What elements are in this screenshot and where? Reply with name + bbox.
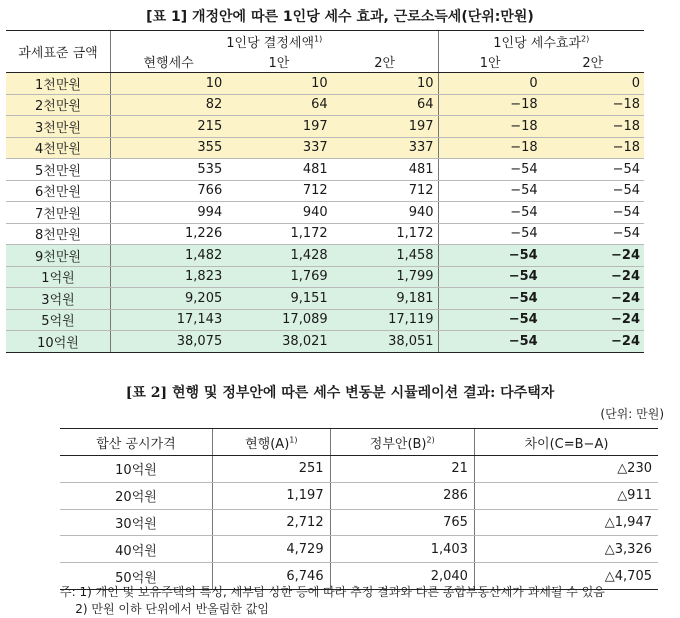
table2-title: [표 2] 현행 및 정부안에 따른 세수 변동분 시뮬레이션 결과: 다주택자	[125, 385, 555, 401]
table1-row	[6, 309, 644, 331]
cell-value: 38,021	[226, 331, 331, 353]
t2-header: 차이(C=B−A)	[474, 429, 658, 456]
row-label: 6천만원	[6, 180, 111, 202]
cell-value: 4,729	[213, 536, 331, 563]
group2-header: 1인당 세수효과$^{2)}$	[438, 31, 644, 52]
cell-value: 251	[213, 456, 331, 483]
row-label: 50억원	[60, 563, 213, 590]
cell-value: 1,482	[111, 245, 227, 267]
sub-header: 현행세수	[111, 52, 227, 73]
cell-value: 1,769	[226, 266, 331, 288]
cell-value: 38,075	[111, 331, 227, 353]
cell-value: −24	[542, 331, 644, 353]
row-label: 2천만원	[6, 94, 111, 116]
cell-value: −54	[542, 159, 644, 181]
table1-row	[6, 137, 644, 159]
cell-value: 1,428	[226, 245, 331, 267]
table1-row	[6, 73, 644, 95]
cell-value: −54	[438, 266, 542, 288]
row-label: 5억원	[6, 309, 111, 331]
cell-value: −18	[542, 137, 644, 159]
sub-header: 2안	[332, 52, 438, 73]
table2-row	[60, 509, 658, 536]
cell-value: −54	[542, 202, 644, 224]
table2	[60, 428, 658, 590]
cell-value: 712	[332, 180, 438, 202]
row-label: 10억원	[60, 456, 213, 483]
row-label: 3천만원	[6, 116, 111, 138]
table1-row	[6, 266, 644, 288]
table1-row	[6, 331, 644, 353]
table1-row	[6, 159, 644, 181]
cell-value: 1,226	[111, 223, 227, 245]
table2-row	[60, 482, 658, 509]
cell-value: 1,799	[332, 266, 438, 288]
cell-value: △4,705	[474, 563, 658, 590]
table1-title: [표 1] 개정안에 따른 1인당 세수 효과, 근로소득세(단위:만원)	[146, 9, 534, 25]
cell-value: 940	[332, 202, 438, 224]
t2-header: 현행$(A)^{1)}$	[213, 429, 331, 456]
cell-value: −54	[542, 180, 644, 202]
cell-value: 64	[226, 94, 331, 116]
cell-value: −54	[438, 223, 542, 245]
cell-value: 1,458	[332, 245, 438, 267]
cell-value: −18	[542, 94, 644, 116]
cell-value: −54	[438, 180, 542, 202]
cell-value: −24	[542, 266, 644, 288]
cell-value: 10	[111, 73, 227, 95]
cell-value: 38,051	[332, 331, 438, 353]
cell-value: 1,172	[332, 223, 438, 245]
cell-value: 197	[226, 116, 331, 138]
row-label: 1억원	[6, 266, 111, 288]
table2-row	[60, 456, 658, 483]
table1-row	[6, 245, 644, 267]
cell-value: 286	[330, 482, 474, 509]
row-label: 9천만원	[6, 245, 111, 267]
table1-row	[6, 288, 644, 310]
cell-value: 10	[226, 73, 331, 95]
row-label: 3억원	[6, 288, 111, 310]
row-label: 30억원	[60, 509, 213, 536]
cell-value: 1,197	[213, 482, 331, 509]
cell-value: 712	[226, 180, 331, 202]
cell-value: △230	[474, 456, 658, 483]
cell-value: 9,205	[111, 288, 227, 310]
cell-value: 1,403	[330, 536, 474, 563]
cell-value: −18	[438, 116, 542, 138]
table1-row	[6, 116, 644, 138]
t2-header: 정부안$(B)^{2)}$	[330, 429, 474, 456]
table2-unit: (단위: 만원)	[600, 407, 664, 421]
cell-value: 481	[332, 159, 438, 181]
footnotes	[60, 584, 605, 618]
footnote: 2) 만원 이하 단위에서 반올림한 값임	[60, 602, 269, 616]
cell-value: 9,181	[332, 288, 438, 310]
row-label: 7천만원	[6, 202, 111, 224]
sub-header: 1안	[438, 52, 542, 73]
cell-value: −54	[438, 331, 542, 353]
cell-value: 2,040	[330, 563, 474, 590]
table1-row	[6, 94, 644, 116]
cell-value: 10	[332, 73, 438, 95]
cell-value: −54	[438, 202, 542, 224]
table1-row	[6, 180, 644, 202]
cell-value: 1,823	[111, 266, 227, 288]
cell-value: −54	[438, 245, 542, 267]
cell-value: −24	[542, 288, 644, 310]
row-label: 40억원	[60, 536, 213, 563]
cell-value: 2,712	[213, 509, 331, 536]
cell-value: −18	[438, 137, 542, 159]
cell-value: 535	[111, 159, 227, 181]
cell-value: 0	[438, 73, 542, 95]
row-label: 20억원	[60, 482, 213, 509]
cell-value: 17,119	[332, 309, 438, 331]
cell-value: 0	[542, 73, 644, 95]
cell-value: −54	[438, 159, 542, 181]
table1-row	[6, 202, 644, 224]
footnote: 주: 1) 개인 및 보유주택의 특성, 세부담 상한 등에 따라 추정 결과와 다른 종합부동산세가 과세될 수 있음	[60, 585, 605, 599]
cell-value: 6,746	[213, 563, 331, 590]
cell-value: 17,089	[226, 309, 331, 331]
cell-value: 940	[226, 202, 331, 224]
cell-value: 9,151	[226, 288, 331, 310]
cell-value: 64	[332, 94, 438, 116]
cell-value: 197	[332, 116, 438, 138]
cell-value: 17,143	[111, 309, 227, 331]
row-label: 8천만원	[6, 223, 111, 245]
sub-header: 2안	[542, 52, 644, 73]
row-label: 5천만원	[6, 159, 111, 181]
cell-value: −18	[542, 116, 644, 138]
sub-header: 1안	[226, 52, 331, 73]
cell-value: −24	[542, 245, 644, 267]
table1	[6, 30, 644, 353]
cell-value: −54	[542, 223, 644, 245]
cell-value: −24	[542, 309, 644, 331]
row-label: 1천만원	[6, 73, 111, 95]
cell-value: 481	[226, 159, 331, 181]
cell-value: 82	[111, 94, 227, 116]
cell-value: 766	[111, 180, 227, 202]
cell-value: −54	[438, 309, 542, 331]
cell-value: 355	[111, 137, 227, 159]
cell-value: 1,172	[226, 223, 331, 245]
cell-value: 337	[332, 137, 438, 159]
table2-row	[60, 536, 658, 563]
t2-header: 합산 공시가격	[60, 429, 213, 456]
cell-value: △911	[474, 482, 658, 509]
cell-value: 337	[226, 137, 331, 159]
table1-row	[6, 223, 644, 245]
cell-value: −18	[438, 94, 542, 116]
group1-header: 1인당 결정세액$^{1)}$	[111, 31, 439, 52]
cell-value: 994	[111, 202, 227, 224]
col-label-header: 과세표준 금액	[6, 31, 111, 73]
cell-value: 215	[111, 116, 227, 138]
cell-value: △1,947	[474, 509, 658, 536]
cell-value: 21	[330, 456, 474, 483]
cell-value: 765	[330, 509, 474, 536]
cell-value: △3,326	[474, 536, 658, 563]
row-label: 10억원	[6, 331, 111, 353]
cell-value: −54	[438, 288, 542, 310]
row-label: 4천만원	[6, 137, 111, 159]
